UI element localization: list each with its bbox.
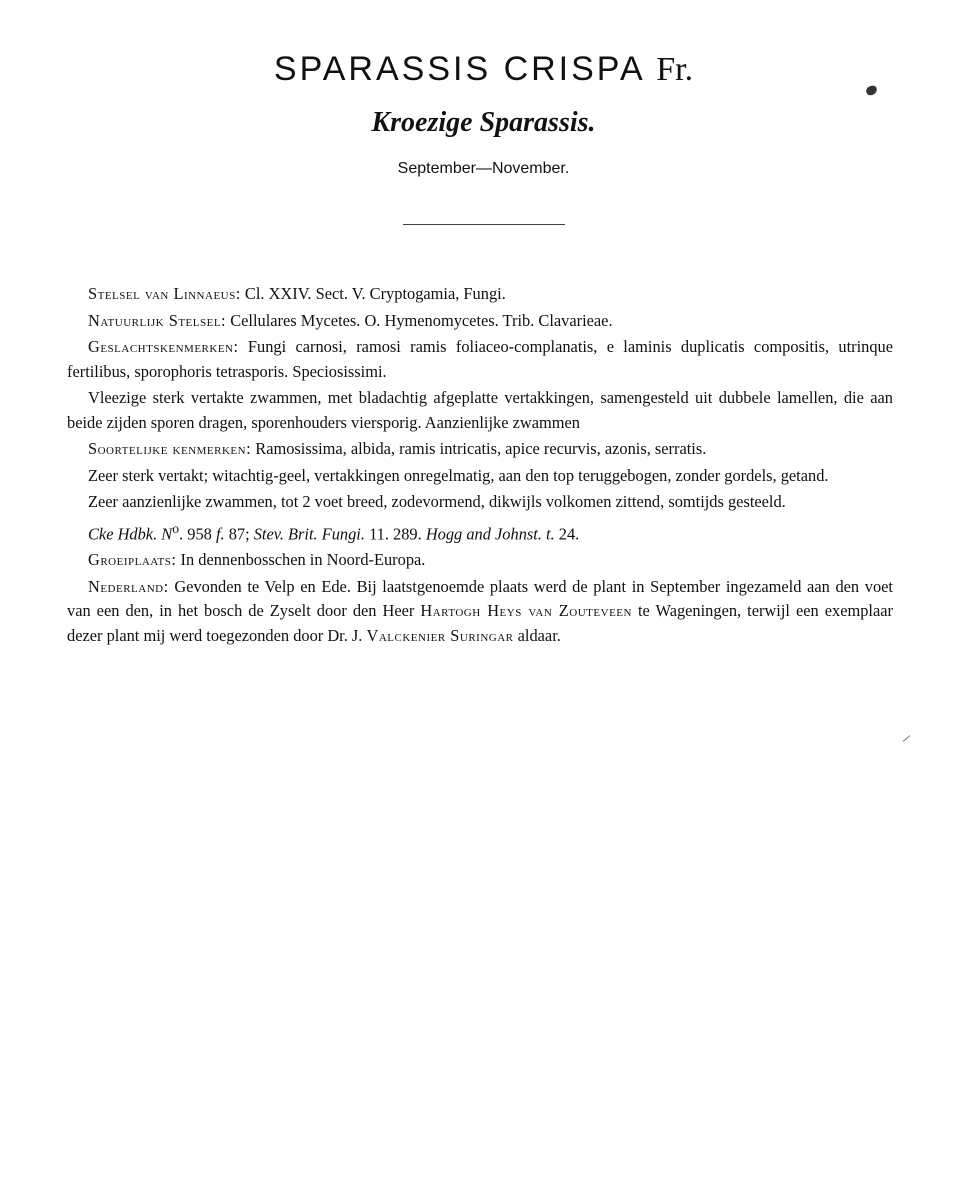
species-characters-dutch-1: Zeer sterk vertakt; witachtig-geel, vertakkingen onregelmatig, aan den top teruggebogen, zonder gordels, getand. (88, 465, 829, 485)
ref-handbook-number: . 958 (179, 523, 216, 543)
scientific-name: SPARASSIS CRISPA (273, 50, 644, 88)
common-name: Kroezige Sparassis. (371, 107, 596, 138)
netherlands-records (67, 575, 893, 649)
linnaeus-label: Stelsel van Linnaeus: (88, 284, 241, 303)
literature-references (67, 517, 893, 547)
genus-latin-text: Fungi carnosi, ramosi ramis foliaceo-complanatis, e laminis duplicatis compositis, utrinque fertilibus, sporophoris tetrasporis. Speciosissimi. (67, 337, 893, 381)
genus-label: Geslachtskenmerken: (88, 337, 239, 356)
ref-number-sign: o (172, 520, 180, 536)
species-characters-dutch-2: Zeer aanzienlijke zwammen, tot 2 voet breed, zodevormend, dikwijls volkomen zittend, somtijds gesteeld. (88, 492, 786, 511)
season-range: September—November. (397, 160, 570, 177)
ref-figure-number: 87; (224, 523, 254, 543)
ref-stevenson-pages: 11. 289. (364, 523, 426, 543)
genus-characters-latin (67, 335, 893, 384)
netherlands-label: Nederland: (88, 576, 169, 596)
genus-characters-dutch: Vleezige sterk vertakte zwammen, met bladachtig afgeplatte vertakkingen, samengesteld uit dubbele lamellen, die aan beide zijden sporen dragen, sporenhouders viersporig. Aanzienlijke zwammen (67, 388, 893, 432)
species-label: Soortelijke kenmerken: (88, 439, 252, 458)
collector-name: Hartogh Heys van Zouteveen (420, 601, 632, 621)
species-latin-text: Ramosissima, albida, ramis intricatis, apice recurvis, azonis, serratis. (255, 439, 707, 458)
habitat-text: In dennenbosschen in Noord-Europa. (180, 550, 426, 570)
pencil-mark (903, 735, 911, 742)
habitat-label: Groeiplaats: (88, 550, 177, 570)
description-body (67, 282, 893, 650)
netherlands-text-1: Gevonden te Velp en Ede. Bij laatstgenoemde plaats werd de plant in September ingezameld aan den voet van een den, in het bosch de Zyselt door den Heer (67, 576, 893, 621)
divider-rule (403, 224, 565, 225)
netherlands-text-3: aldaar. (517, 625, 561, 645)
linnaeus-text: Cl. XXIV. Sect. V. Cryptogamia, Fungi. (244, 284, 506, 303)
habitat-line (67, 548, 893, 573)
natural-label: Natuurlijk Stelsel: (88, 310, 227, 330)
netherlands-text-2: te Wageningen, terwijl een exemplaar dezer plant mij werd toegezonden door Dr. J. (67, 601, 893, 645)
ref-figure-abbrev: f. (215, 523, 225, 543)
sender-name: Valckenier Suringar (366, 625, 514, 645)
ref-stevenson: Stev. Brit. Fungi. (253, 523, 365, 543)
ref-handbook: Cke Hdbk. N (88, 523, 173, 543)
linnaeus-system-line (67, 282, 893, 307)
ref-hogg-johnstone: Hogg and Johnst. t. (425, 523, 555, 543)
species-characters-latin (67, 437, 893, 462)
species-title (0, 50, 967, 89)
ref-hogg-plate: 24. (554, 523, 580, 543)
natural-text: Cellulares Mycetes. O. Hymenomycetes. Trib. Clavarieae. (230, 310, 613, 330)
author-abbreviation: Fr. (656, 51, 694, 88)
natural-system-line (67, 309, 893, 334)
